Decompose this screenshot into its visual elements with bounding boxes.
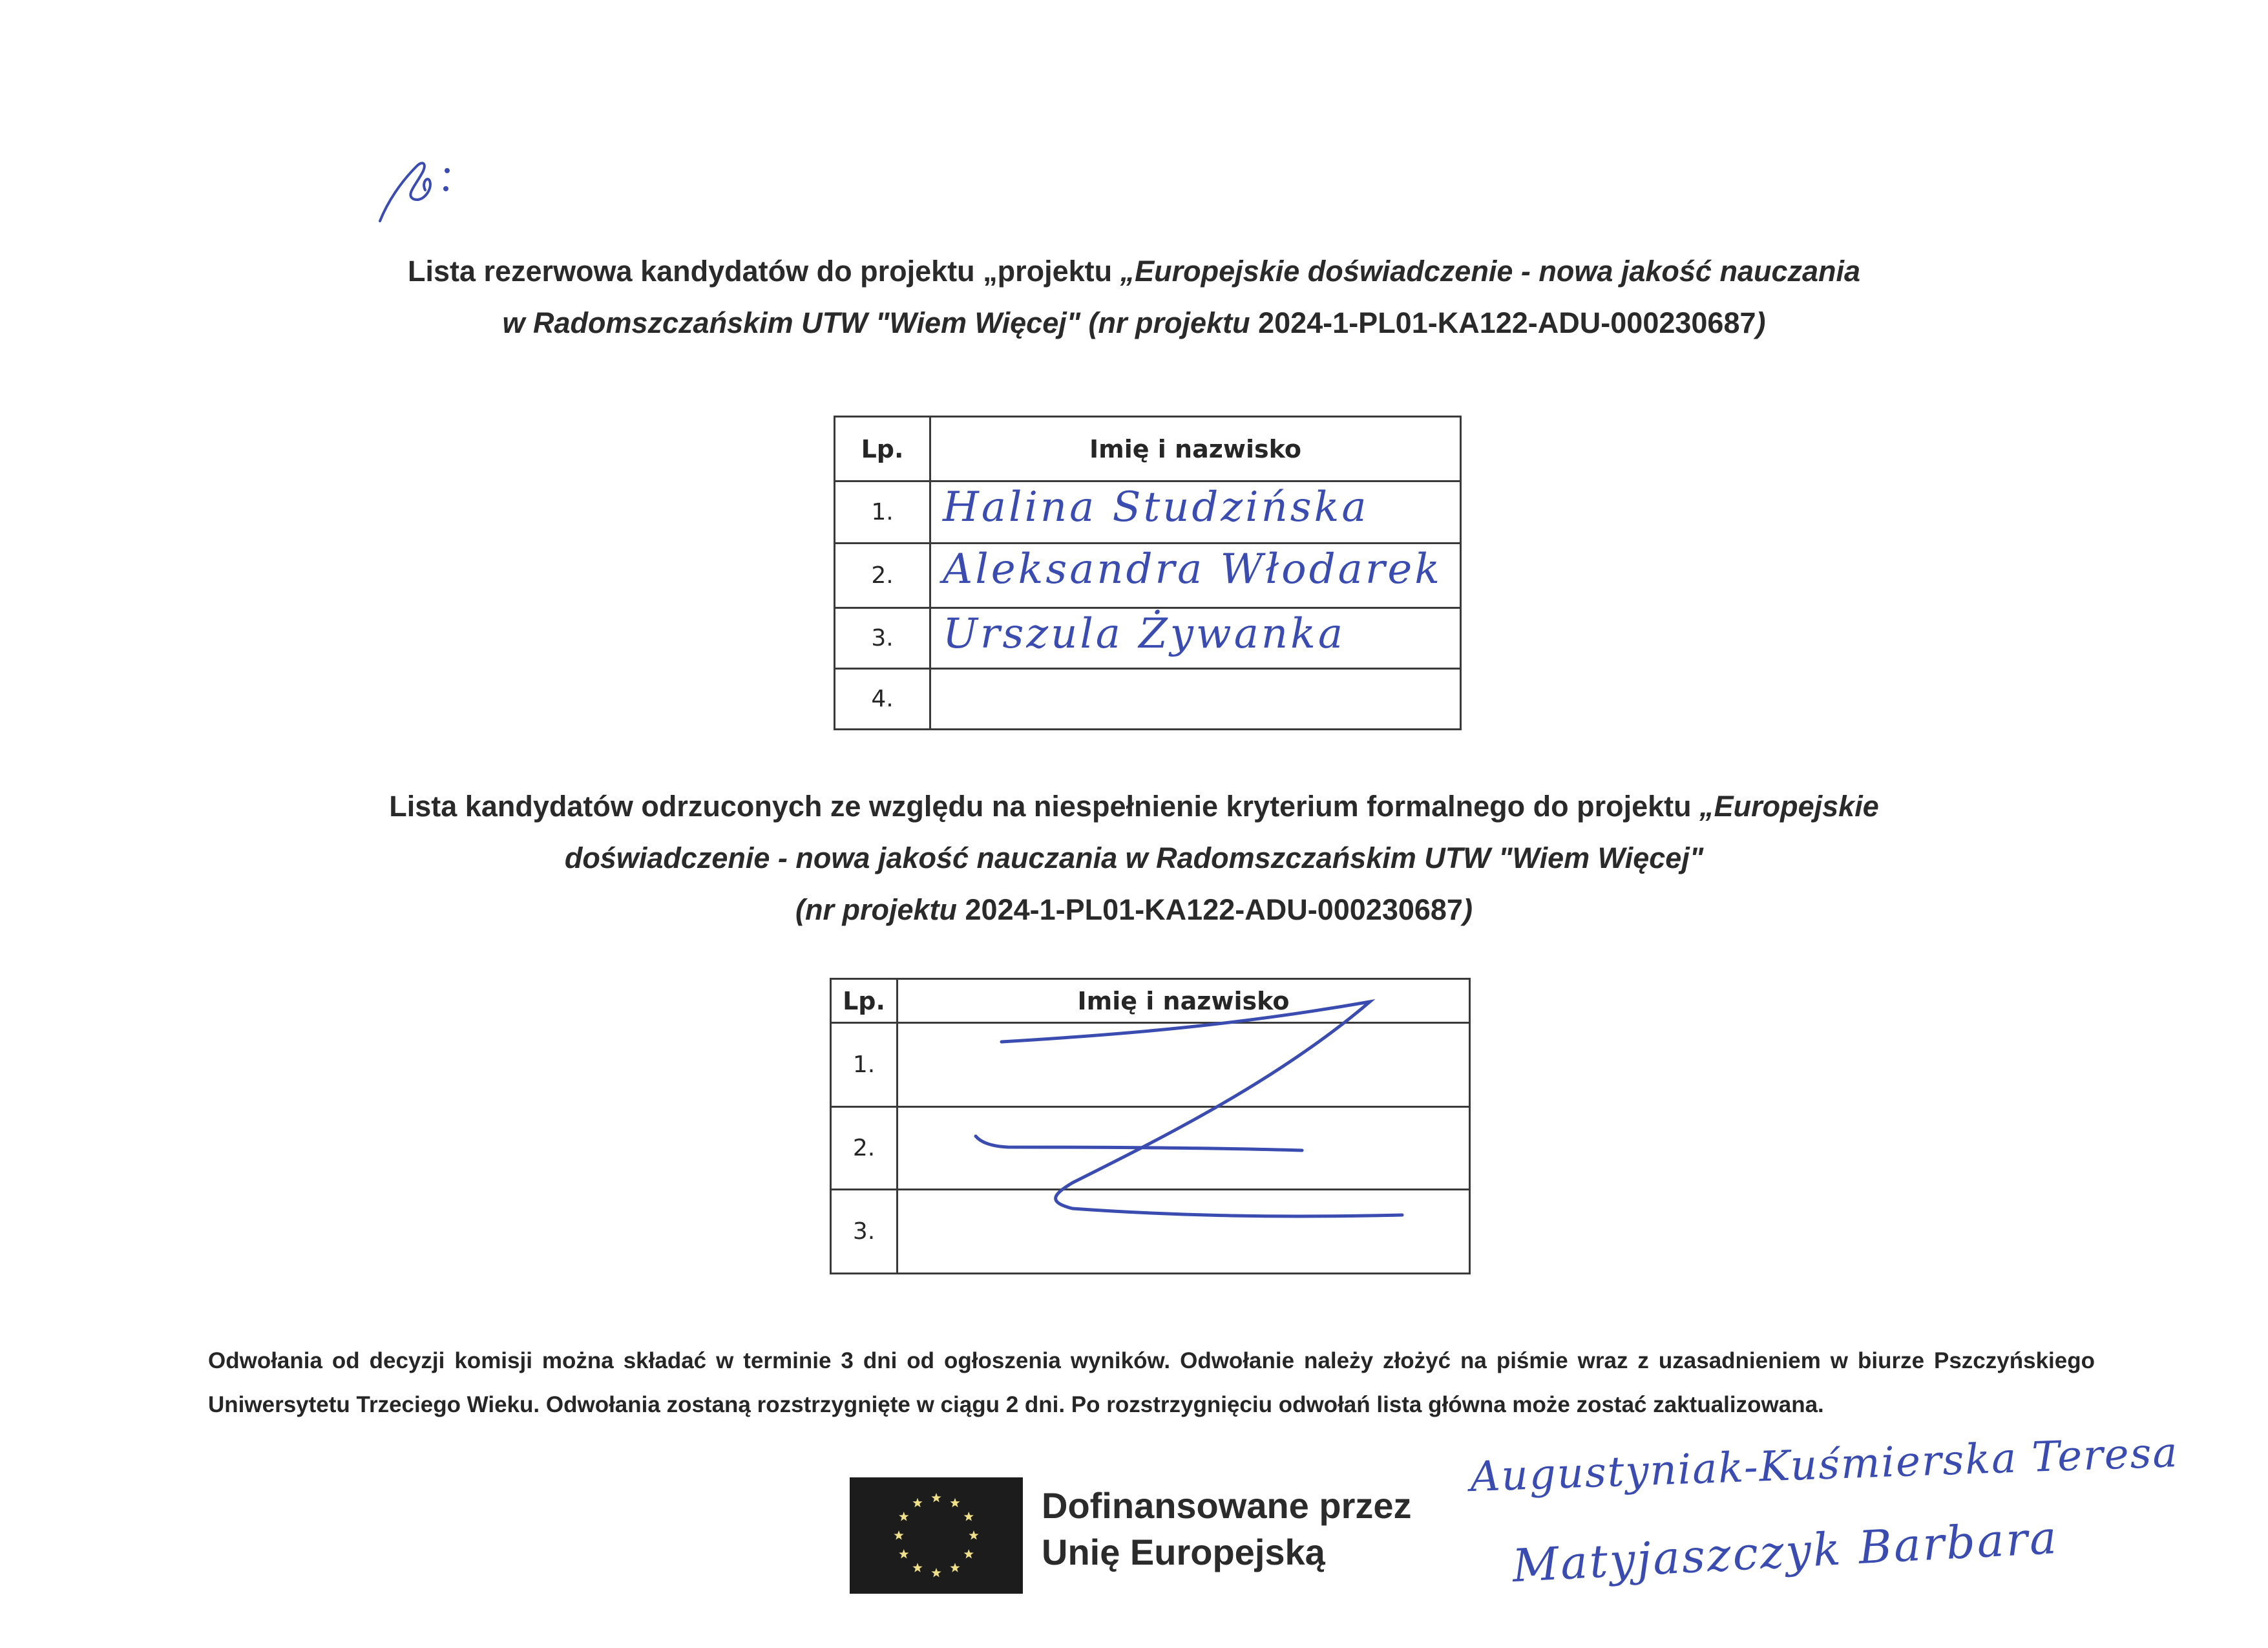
row-number: 1. xyxy=(831,1023,898,1107)
eu-star-icon xyxy=(931,1568,941,1577)
rejected-heading-start: Lista kandydatów odrzuconych ze względu na niespełnienie kryterium formalnego do projektu xyxy=(389,790,1700,823)
row-name-cell xyxy=(930,481,1461,544)
eu-star-icon xyxy=(899,1549,908,1558)
rejected-heading-line3: (nr projektu xyxy=(795,893,965,926)
eu-star-icon xyxy=(950,1563,960,1572)
rejected-project-number: 2024-1-PL01-KA122-ADU-000230687 xyxy=(965,893,1463,926)
column-header-name: Imię i nazwisko xyxy=(898,979,1470,1023)
reserve-heading-line2: w Radomszczańskim UTW "Wiem Więcej" (nr projektu xyxy=(502,306,1259,339)
row-number: 2. xyxy=(831,1107,898,1190)
row-name-cell xyxy=(930,544,1461,608)
column-header-lp: Lp. xyxy=(831,979,898,1023)
eu-star-icon xyxy=(969,1530,978,1539)
strike-through-z-mark-icon xyxy=(969,989,1422,1247)
eu-star-icon xyxy=(894,1530,903,1539)
table-row xyxy=(835,544,1461,608)
row-number: 4. xyxy=(835,669,930,730)
row-number: 1. xyxy=(835,481,930,544)
reserve-heading-close: ) xyxy=(1756,306,1766,339)
row-name-cell xyxy=(930,608,1461,669)
reserve-heading-start: Lista rezerwowa kandydatów do projektu „projektu xyxy=(407,255,1120,288)
reserve-heading-italic: „Europejskie doświadczenie - nowa jakość nauczania xyxy=(1120,255,1861,288)
appeal-note: Odwołania od decyzji komisji można składać w terminie 3 dni od ogłoszenia wyników. Odwołanie należy złożyć na piśmie wraz z uzasadnieniem w biurze Pszczyńskiego Uniwersytetu Trzeciego Wieku. Odwołania zostaną rozstrzygnięte w ciągu 2 dni. Po rozstrzygnięciu odwołań lista główna może zostać zaktualizowana. xyxy=(208,1348,2095,1417)
eu-star-icon xyxy=(912,1563,922,1572)
initials-mark-icon xyxy=(368,143,472,227)
row-name-cell xyxy=(930,669,1461,730)
eu-flag-icon xyxy=(850,1477,1023,1594)
eu-funding-text xyxy=(1042,1483,1412,1576)
signature-line-2: Matyjaszczyk Barbara xyxy=(1511,1510,2060,1593)
column-header-name: Imię i nazwisko xyxy=(930,417,1461,481)
rejected-heading-close: ) xyxy=(1462,893,1473,926)
eu-star-icon xyxy=(931,1493,941,1502)
row-number: 2. xyxy=(835,544,930,608)
table-header-row xyxy=(835,417,1461,481)
handwritten-name: Aleksandra Włodarek xyxy=(943,545,1443,593)
row-number: 3. xyxy=(831,1190,898,1274)
eu-star-icon xyxy=(964,1549,974,1558)
reserve-table xyxy=(834,416,1462,730)
table-row xyxy=(835,608,1461,669)
eu-stars-icon xyxy=(850,1477,1023,1594)
eu-funding-line2: Unię Europejską xyxy=(1042,1532,1325,1572)
handwritten-name: Halina Studzińska xyxy=(943,483,1369,531)
table-row xyxy=(835,481,1461,544)
eu-funding-line1: Dofinansowane przez xyxy=(1042,1485,1412,1526)
handwritten-name: Urszula Żywanka xyxy=(943,610,1345,658)
table-row xyxy=(835,669,1461,730)
signature-line-1: Augustyniak-Kuśmierska Teresa xyxy=(1469,1428,2179,1502)
rejected-list-heading xyxy=(213,781,2055,936)
eu-star-icon xyxy=(899,1512,908,1521)
column-header-lp: Lp. xyxy=(835,417,930,481)
rejected-heading-italic: „Europejskie xyxy=(1699,790,1879,823)
reserve-list-heading xyxy=(213,246,2055,349)
eu-star-icon xyxy=(964,1512,974,1521)
rejected-heading-line2: doświadczenie - nowa jakość nauczania w Radomszczańskim UTW "Wiem Więcej" xyxy=(564,841,1704,874)
reserve-project-number: 2024-1-PL01-KA122-ADU-000230687 xyxy=(1258,306,1756,339)
row-number: 3. xyxy=(835,608,930,669)
eu-star-icon xyxy=(950,1498,960,1507)
eu-star-icon xyxy=(912,1498,922,1507)
